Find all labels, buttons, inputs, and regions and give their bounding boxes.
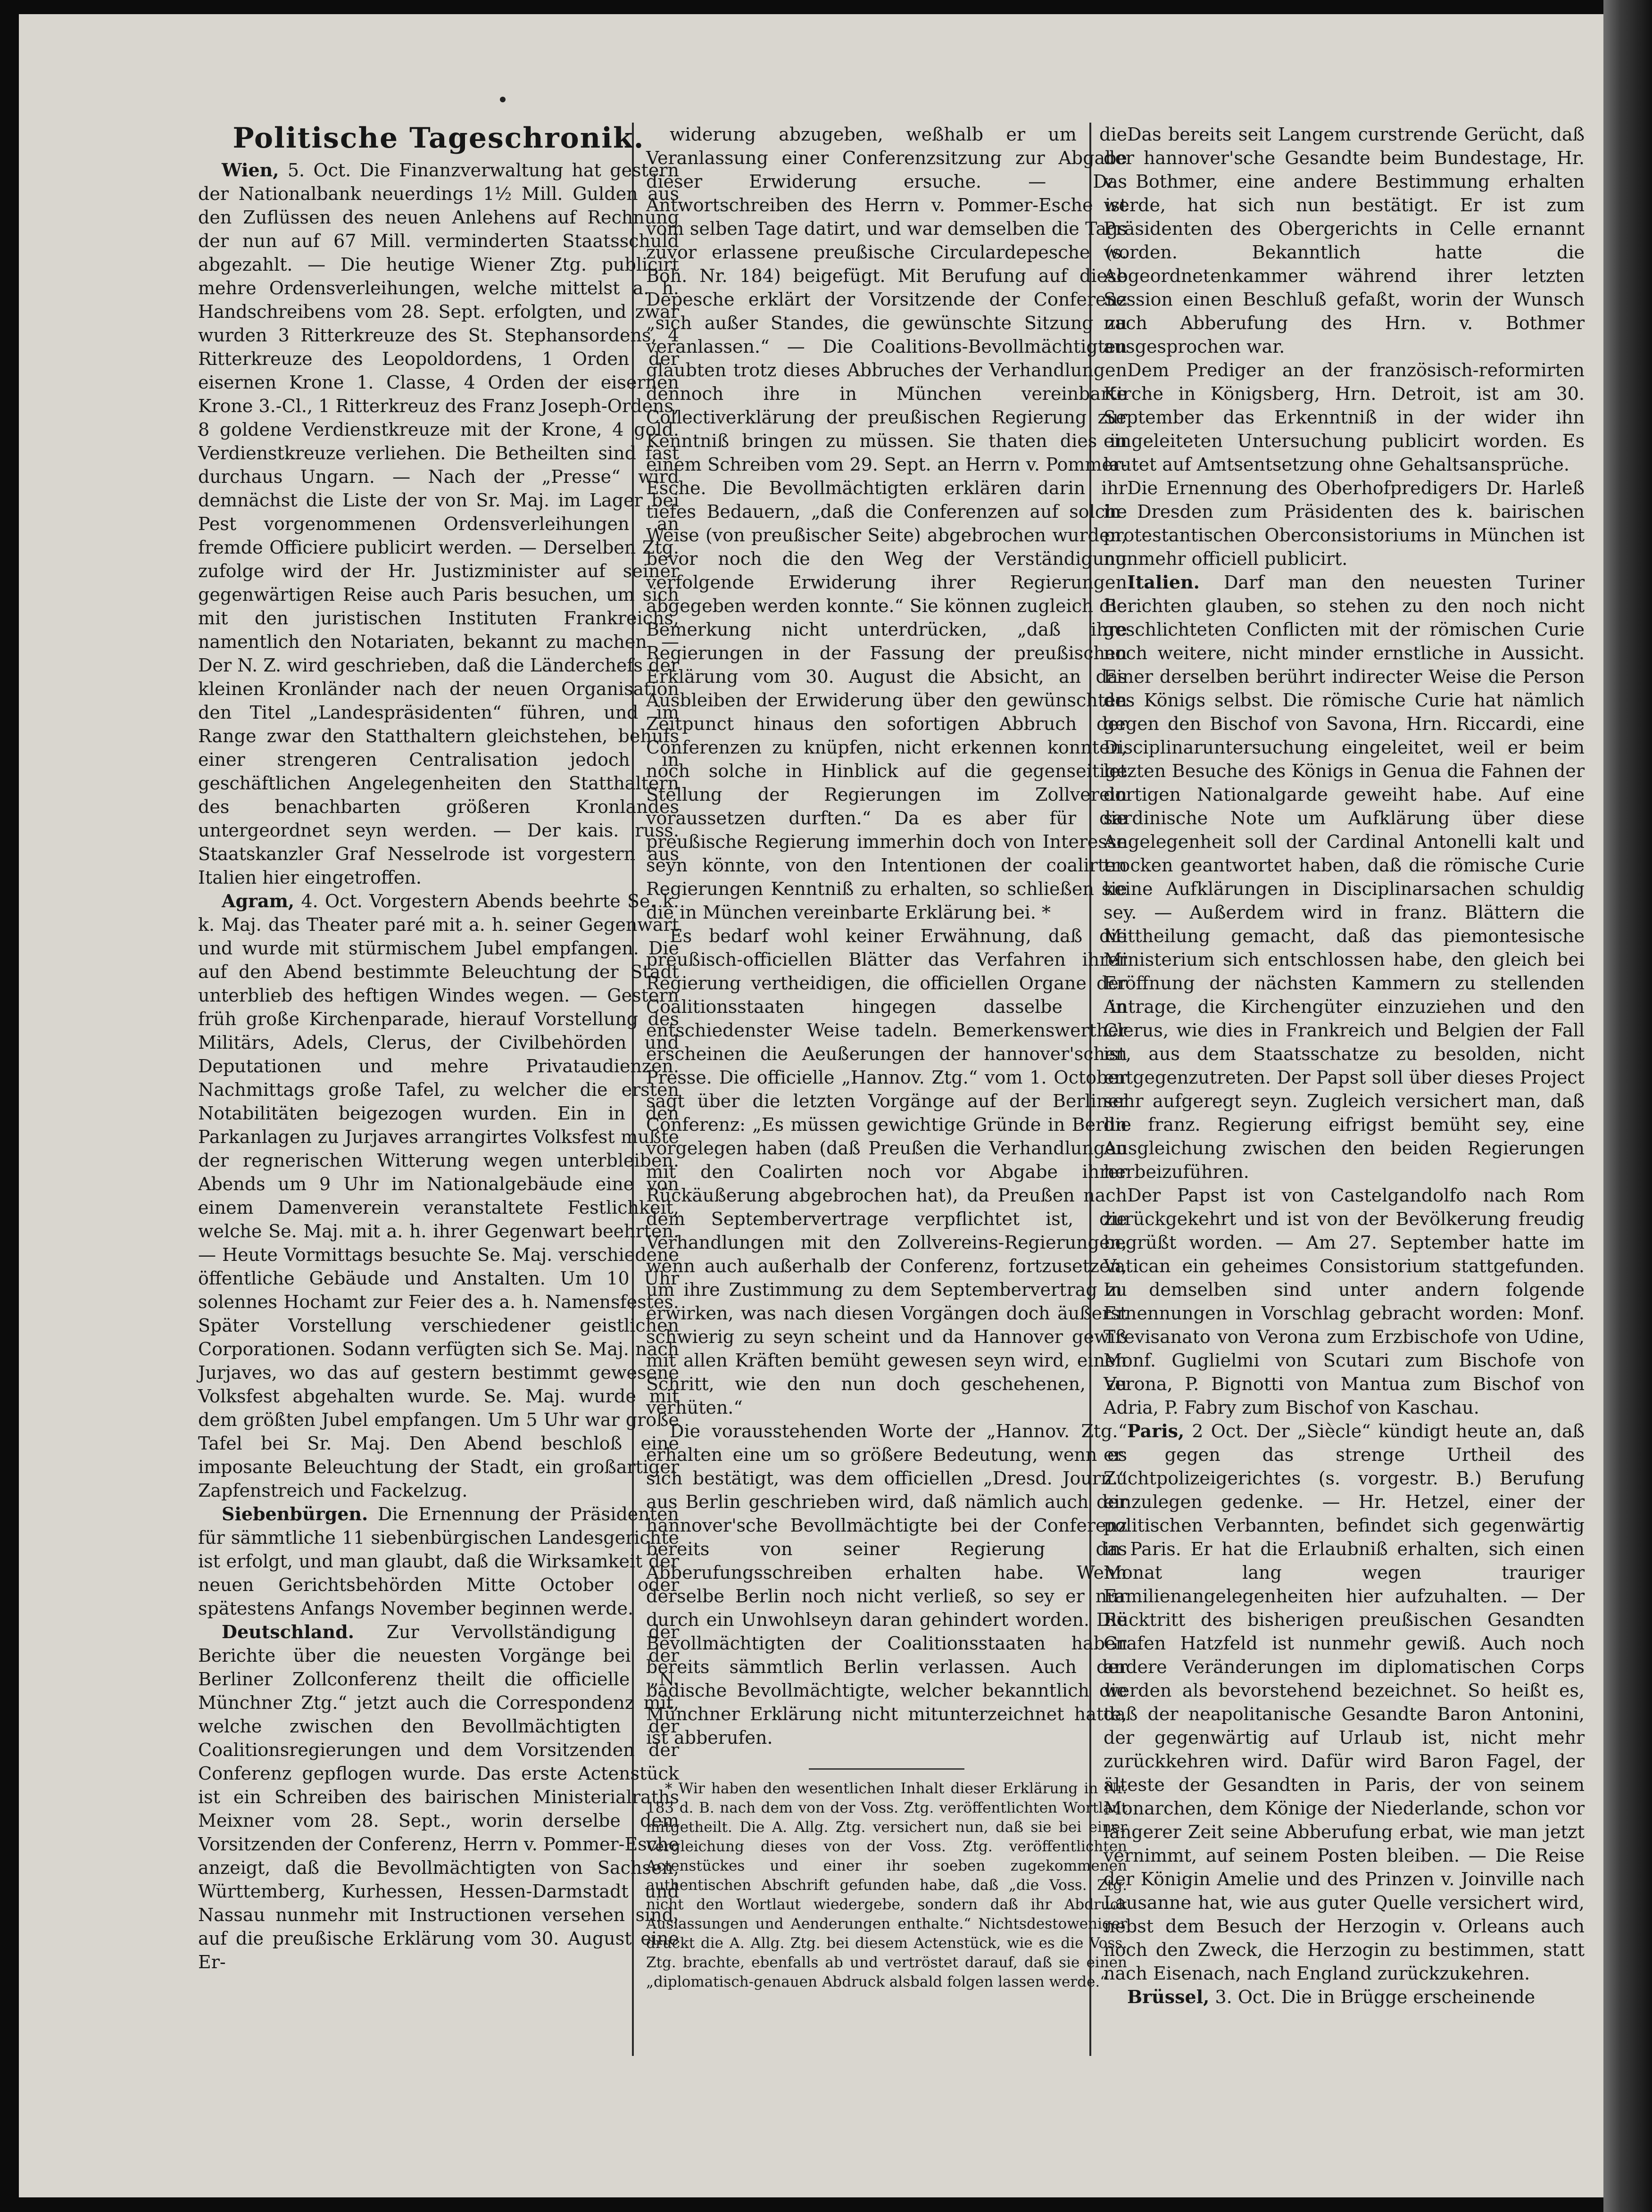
paragraph-text: Darf man den neuesten Turiner Berichten glauben, so stehen zu den noch nicht geschlichteten Conflicten mit der römischen Curie noch weitere, nicht minder ernstliche in Aussicht. Einer derselben berührt indirecter Weise die Person des Königs selbst. Die römische Curie hat nämlich gegen den Bischof von Savona, Hrn. Riccardi, eine Disciplinaruntersuchung eingeleitet, weil er beim letzten Besuche des Königs in Genua die Fahnen der dortigen Nationalgarde geweiht habe. Auf eine sardinische Note um Aufklärung über diese Angelegenheit soll der Cardinal Antonelli kalt und trocken geantwortet haben, daß die römische Curie keine Aufklärungen in Disciplinarsachen schuldig sey. — Außerdem wird in franz. Blättern die Mittheilung gemacht, daß das piemontesische Ministerium sich entschlossen habe, den gleich bei Eröffnung der nächsten Kammern zu stellenden Antrage, die Kirchengüter einzuziehen und den Clerus, wie dies in Frankreich und Belgien der Fall ist, aus dem Staatsschatze zu besolden, nicht entgegenzutreten. Der Papst soll über dieses Project sehr aufgeregt seyn. Zugleich versichert man, daß die franz. Regierung eifrigst bemüht sey, eine Ausgleichung zwischen den beiden Regierungen herbeizuführen.: [1104, 572, 1585, 1182]
paragraph-text: Der Papst ist von Castelgandolfo nach Rom zurückgekehrt und ist von der Bevölkerung freudig begrüßt worden. — Am 27. September hatte im Vatican ein geheimes Consistorium stattgefunden. In demselben sind unter andern folgende Ernennungen in Vorschlag gebracht worden: Monf. Trevisanato von Verona zum Erzbischofe von Udine, Monf. Guglielmi von Scutari zum Bischofe von Verona, P. Bignotti von Mantua zum Bischof von Adria, P. Fabry zum Bischof von Kaschau.: [1104, 1185, 1585, 1418]
dateline-place: Brüssel,: [1127, 1986, 1210, 2007]
print-mark: [500, 97, 506, 102]
paragraph-text: Das bereits seit Langem curstrende Gerücht, daß der hannover'sche Gesandte beim Bundestage, Hr. v. Bothmer, eine andere Bestimmung erhalten werde, hat sich nun bestätigt. Er ist zum Präsidenten des Obergerichts in Celle ernannt worden. Bekanntlich hatte die Abgeordnetenkammer während ihrer letzten Session einen Beschluß gefaßt, worin der Wunsch nach Abberufung des Hrn. v. Bothmer ausgesprochen war.: [1104, 124, 1585, 357]
article-paragraph: [1104, 476, 1585, 571]
dateline-place: Italien.: [1127, 572, 1200, 593]
article-paragraph: [1104, 1419, 1585, 1985]
dateline-place: Agram,: [222, 890, 295, 911]
paragraph-text: Die Ernennung des Oberhofpredigers Dr. Harleß in Dresden zum Präsidenten des k. bairischen protestantischen Oberconsistoriums in München ist nunmehr officiell publicirt.: [1104, 478, 1585, 569]
footnote: * Wir haben den wesentlichen Inhalt dieser Erklärung in Nr. 183 d. B. nach dem von der Voss. Ztg. veröffentlichten Wortlaut mitgetheilt. Die A. Allg. Ztg. versichert nun, daß sie bei einer Vergleichung dieses von der Voss. Ztg. veröffentlichten Actenstückes und einer ihr soeben zugekommenen authentischen Abschrift gefunden habe, daß „die Voss. Ztg. nicht den Wortlaut wiedergebe, sondern daß ihr Abdruck Auslassungen und Aenderungen enthalte.“ Nichtsdestoweniger druckt die A. Allg. Ztg. bei diesem Actenstück, wie es die Voss. Ztg. brachte, ebenfalls ab und vertröstet darauf, daß sie einen „diplomatisch-genauen Abdruck alsbald folgen lassen werde.“: [646, 1780, 1127, 1990]
article-paragraph: [646, 123, 1127, 924]
dateline-place: Deutschland.: [222, 1621, 354, 1642]
section-headline: Politische Tageschronik.: [232, 122, 645, 155]
page-edge-shadow: [1603, 0, 1652, 2212]
column-2: [646, 123, 1127, 1992]
paragraph-text: Die vorausstehenden Worte der „Hannov. Ztg.“ erhalten eine um so größere Bedeutung, wenn es sich bestätigt, was dem officiellen „Dresd. Journ.“ aus Berlin geschrieben wird, daß nämlich auch der hannover'sche Bevollmächtigte bei der Conferenz bereits von seiner Regierung das Abberufungsschreiben erhalten habe. Wenn derselbe Berlin noch nicht verließ, so sey er nur durch ein Unwohlseyn daran gehindert worden. Die Bevollmächtigten der Coalitionsstaaten haben bereits sämmtlich Berlin verlassen. Auch der badische Bevollmächtigte, welcher bekanntlich die Münchner Erklärung nicht mitunterzeichnet hatte, ist abberufen.: [646, 1421, 1127, 1748]
article-paragraph: [646, 1419, 1127, 1749]
paragraph-text: widerung abzugeben, weßhalb er um die Veranlassung einer Conferenzsitzung zur Abgabe dieser Erwiderung ersuche. — Das Antwortschreiben des Herrn v. Pommer-Esche ist vom selben Tage datirt, und war demselben die Tags zuvor erlassene preußische Circulardepesche (s. Boh. Nr. 184) beigefügt. Mit Berufung auf diese Depesche erklärt der Vorsitzende der Conferenz „sich außer Standes, die gewünschte Sitzung zu veranlassen.“ — Die Coalitions-Bevollmächtigten glaubten trotz dieses Abbruches der Verhandlungen dennoch ihre in München vereinbarte Collectiverklärung der preußischen Regierung zur Kenntniß bringen zu müssen. Sie thaten dies in einem Schreiben vom 29. Sept. an Herrn v. Pommer-Esche. Die Bevollmächtigten erklären darin ihr tiefes Bedauern, „daß die Conferenzen auf solche Weise (von preußischer Seite) abgebrochen wurden, bevor noch die den Weg der Verständigung verfolgende Erwiderung ihrer Regierungen abgegeben werden konnte.“ Sie können zugleich die Bemerkung nicht unterdrücken, „daß ihre Regierungen in der Fassung der preußischen Erklärung vom 30. August die Absicht, an das Ausbleiben der Erwiderung über den gewünschten Zeitpunct hinaus den sofortigen Abbruch der Conferenzen zu knüpfen, nicht erkennen konnten, noch solche in Hinblick auf die gegenseitige Stellung der Regierungen im Zollverein voraussetzen durften.“ Da es aber für die preußische Regierung immerhin doch von Interesse seyn könnte, von den Intentionen der coalirten Regierungen Kenntniß zu erhalten, so schließen sie die in München vereinbarte Erklärung bei. *: [646, 124, 1127, 923]
article-paragraph: [198, 1502, 679, 1620]
article-paragraph: [1104, 1985, 1585, 2009]
paragraph-text: Die Ernennung der Präsidenten für sämmtliche 11 siebenbürgischen Landesgerichte ist erfolgt, und man glaubt, daß die Wirksamkeit der neuen Gerichtsbehörden Mitte October oder spätestens Anfangs November beginnen werde.: [198, 1504, 679, 1619]
article-paragraph: [646, 924, 1127, 1419]
paragraph-text: 3. Oct. Die in Brügge erscheinende: [1215, 1987, 1536, 2007]
paragraph-text: 4. Oct. Vorgestern Abends beehrte Se. k. k. Maj. das Theater paré mit a. h. seiner Gegenwart und wurde mit stürmischem Jubel empfangen. Die auf den Abend bestimmte Beleuchtung der Stadt unterblieb des heftigen Windes wegen. — Gestern früh große Kirchenparade, hierauf Vorstellung des Militärs, Adels, Clerus, der Civilbehörden und Deputationen und mehre Privataudienzen. Nachmittags große Tafel, zu welcher die ersten Notabilitäten beigezogen wurden. Ein in den Parkanlagen zu Jurjaves arrangirtes Volksfest mußte der regnerischen Witterung wegen unterbleiben. Abends um 9 Uhr im Nationalgebäude eine von einem Damenverein veranstaltete Festlichkeit, welche Se. Maj. mit a. h. ihrer Gegenwart beehrten. — Heute Vormittags besuchte Se. Maj. verschiedene öffentliche Gebäude und Anstalten. Um 10 Uhr solennes Hochamt zur Feier des a. h. Namensfestes. Später Vorstellung verschiedener geistlichen Corporationen. Sodann verfügten sich Se. Maj. nach Jurjaves, wo das auf gestern bestimmt gewesene Volksfest abgehalten wurde. Se. Maj. wurde mit dem größten Jubel empfangen. Um 5 Uhr war große Tafel bei Sr. Maj. Den Abend beschloß eine imposante Beleuchtung der Stadt, ein großartiger Zapfenstreich und Fackelzug.: [198, 891, 679, 1501]
article-paragraph: [198, 158, 679, 889]
column-3: [1104, 123, 1585, 2009]
dateline-place: Paris,: [1127, 1420, 1185, 1442]
article-paragraph: [1104, 571, 1585, 1184]
article-paragraph: [1104, 358, 1585, 476]
dateline-place: Siebenbürgen.: [222, 1503, 368, 1524]
column-1: [198, 123, 679, 1974]
paragraph-text: Es bedarf wohl keiner Erwähnung, daß die preußisch-officiellen Blätter das Verfahren ihrer Regierung vertheidigen, die officiellen Organe der Coalitionsstaaten hingegen dasselbe in entschiedenster Weise tadeln. Bemerkenswerther erscheinen die Aeußerungen der hannover'schen Presse. Die officielle „Hannov. Ztg.“ vom 1. October sagt über die letzten Vorgänge auf der Berliner Conferenz: „Es müssen gewichtige Gründe in Berlin vorgelegen haben (daß Preußen die Verhandlungen mit den Coalirten noch vor Abgabe ihrer Rückäußerung abgebrochen hat), da Preußen nach dem Septembervertrage verpflichtet ist, die Verhandlungen mit den Zollvereins-Regierungen, wenn auch außerhalb der Conferenz, fortzusetzen, um ihre Zustimmung zu dem Septembervertrag zu erwirken, was nach diesen Vorgängen doch äußerst schwierig zu seyn scheint und da Hannover gewiß mit allen Kräften bemüht gewesen seyn wird, einen Schritt, wie den nun doch geschehenen, zu verhüten.“: [646, 926, 1127, 1418]
article-paragraph: [1104, 123, 1585, 358]
dateline-place: Wien,: [222, 159, 279, 181]
article-paragraph: [1104, 1184, 1585, 1419]
paragraph-text: Zur Vervollständigung der Berichte über die neuesten Vorgänge bei der Berliner Zollconferenz theilt die officielle „N. Münchner Ztg.“ jetzt auch die Correspondenz mit, welche zwischen den Bevollmächtigten der Coalitionsregierungen und dem Vorsitzenden der Conferenz gepflogen wurde. Das erste Actenstück ist ein Schreiben des bairischen Ministerialraths Meixner vom 28. Sept., worin derselbe dem Vorsitzenden der Conferenz, Herrn v. Pommer-Esche anzeigt, daß die Bevollmächtigten von Sachsen, Württemberg, Kurhessen, Hessen-Darmstadt und Nassau nunmehr mit Instructionen versehen sind, auf die preußische Erklärung vom 30. August eine Er-: [198, 1622, 679, 1972]
paragraph-text: 2 Oct. Der „Siècle“ kündigt heute an, daß er gegen das strenge Urtheil des Zuchtpolizeigerichtes (s. vorgestr. B.) Berufung einzulegen gedenke. — Hr. Hetzel, einer der politischen Verbannten, befindet sich gegenwärtig in Paris. Er hat die Erlaubniß erhalten, sich einen Monat lang wegen trauriger Familienangelegenheiten hier aufzuhalten. — Der Rücktritt des bisherigen preußischen Gesandten Grafen Hatzfeld ist nunmehr gewiß. Auch noch andere Veränderungen im diplomatischen Corps werden als bevorstehend bezeichnet. So heißt es, daß der neapolitanische Gesandte Baron Antonini, der gegenwärtig auf Urlaub ist, nicht mehr zurückkehren wird. Dafür wird Baron Fagel, der älteste der Gesandten in Paris, der von seinem Monarchen, dem Könige der Niederlande, schon vor längerer Zeit seine Abberufung erbat, wie man jetzt vernimmt, auf seinem Posten bleiben. — Die Reise der Königin Amelie und des Prinzen v. Joinville nach Lausanne hat, wie aus guter Quelle versichert wird, nebst dem Besuch der Herzogin v. Orleans auch noch den Zweck, die Herzogin zu bestimmen, statt nach Eisenach, nach England zurückzukehren.: [1104, 1421, 1585, 1984]
newspaper-page: [19, 14, 1603, 2197]
article-paragraph: [198, 889, 679, 1502]
paragraph-text: 5. Oct. Die Finanzverwaltung hat gestern der Nationalbank neuerdings 1½ Mill. Gulden aus den Zuflüssen des neuen Anlehens auf Rechnung der nun auf 67 Mill. verminderten Staatsschuld abgezahlt. — Die heutige Wiener Ztg. publicirt mehre Ordensverleihungen, welche mittelst a. h. Handschreibens vom 28. Sept. erfolgten, und zwar wurden 3 Ritterkreuze des St. Stephansordens, 4 Ritterkreuze des Leopoldordens, 1 Orden der eisernen Krone 1. Classe, 4 Orden der eisernen Krone 3.-Cl., 1 Ritterkreuz des Franz Joseph-Ordens, 8 goldene Verdienstkreuze mit der Krone, 4 gold. Verdienstkreuze verliehen. Die Betheilten sind fast durchaus Ungarn. — Nach der „Presse“ wird demnächst die Liste der von Sr. Maj. im Lager bei Pest vorgenommenen Ordensverleihungen an fremde Officiere publicirt werden. — Derselben Ztg. zufolge wird der Hr. Justizminister auf seiner gegenwärtigen Reise auch Paris besuchen, um sich mit den juristischen Instituten Frankreichs, namentlich den Notariaten, bekannt zu machen. — Der N. Z. wird geschrieben, daß die Länderchefs der kleinen Kronländer nach der neuen Organisation den Titel „Landespräsidenten“ führen, und im Range zwar den Statthaltern gleichstehen, behufs einer strengeren Centralisation jedoch in geschäftlichen Angelegenheiten den Statthaltern des benachbarten größeren Kronlandes untergeordnet seyn werden. — Der kais. russ. Staatskanzler Graf Nesselrode ist vorgestern aus Italien hier eingetroffen.: [198, 160, 679, 888]
footnote-rule: [809, 1768, 964, 1770]
article-paragraph: [198, 1620, 679, 1974]
paragraph-text: Dem Prediger an der französisch-reformirten Kirche in Königsberg, Hrn. Detroit, ist am 30. September das Erkenntniß in der wider ihn eingeleiteten Untersuchung publicirt worden. Es lautet auf Amtsentsetzung ohne Gehaltsansprüche.: [1104, 360, 1585, 475]
